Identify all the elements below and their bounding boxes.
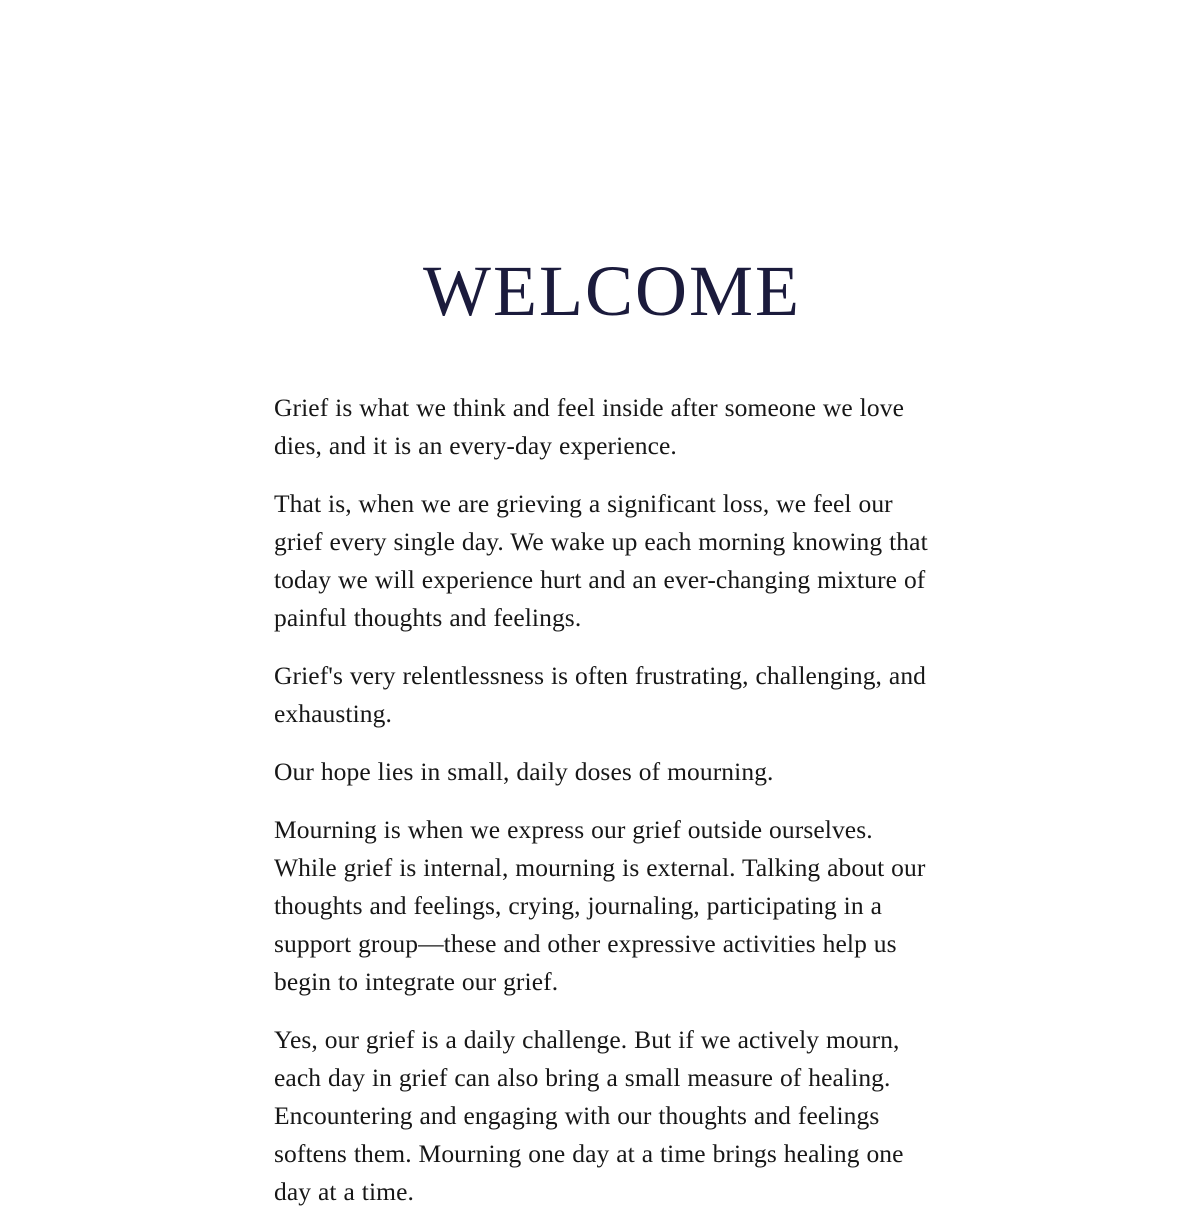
paragraph: Mourning is when we express our grief outside ourselves. While grief is internal, mourning is external. Talking about our thoughts and feelings, crying, journaling, participating in a support group—these and other expressive activities help us begin to integrate our grief. <box>274 815 926 996</box>
paragraph: Grief is what we think and feel inside after someone we love dies, and it is an every-day experience. <box>274 393 904 460</box>
page-content <box>274 251 934 1211</box>
page-title: WELCOME <box>423 251 801 331</box>
paragraph: Yes, our grief is a daily challenge. But if we actively mourn, each day in grief can also bring a small measure of healing. Encountering and engaging with our thoughts and feelings softens them. Mourning one day at a time brings healing one day at a time. <box>274 1025 904 1206</box>
body-text-block <box>274 389 934 1211</box>
paragraph: That is, when we are grieving a significant loss, we feel our grief every single day. We wake up each morning knowing that today we will experience hurt and an ever-changing mixture of painful thoughts and feelings. <box>274 489 928 632</box>
paragraph: Our hope lies in small, daily doses of mourning. <box>274 757 774 786</box>
paragraph: Grief's very relentlessness is often frustrating, challenging, and exhausting. <box>274 661 927 728</box>
